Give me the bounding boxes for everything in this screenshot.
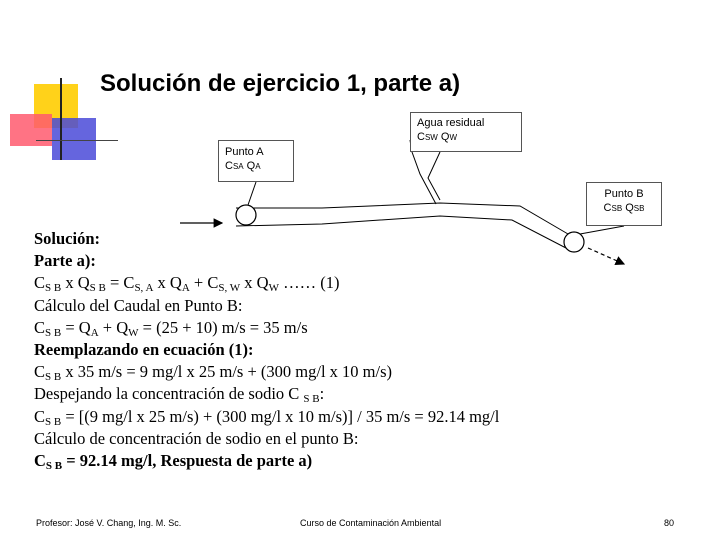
point-a-label: Punto A — [225, 146, 264, 158]
footer-professor: Profesor: José V. Chang, Ing. M. Sc. — [36, 518, 182, 528]
point-a-marker — [236, 205, 256, 225]
isolation-equation: $C_{S B} = [(9$ mg/l x 25 m/s) + (300 mg/l x 10 m/s)] / 35 m/s = 92.14 mg/l — [34, 406, 500, 428]
flow-calc-heading: Cálculo del Caudal en Punto B: — [34, 295, 243, 315]
footer-course: Curso de Contaminación Ambiental — [300, 518, 442, 528]
outflow-arrow — [588, 248, 624, 264]
point-b-connector — [580, 226, 624, 234]
substitution-equation: $C_{S B}$ x 35 m/s = 9 mg/l x 25 m/s + (300 mg/l x 10 m/s) — [34, 362, 392, 384]
concentration-heading: Cálculo de concentración de sodio en el punto B: — [34, 428, 359, 448]
footer-page-number: 80 — [664, 518, 675, 528]
wastewater-symbols: CSW QW — [417, 131, 458, 143]
solution-heading: Solución: — [34, 229, 101, 248]
point-b-label-box — [586, 182, 662, 226]
isolation-heading: Despejando la concentración de sodio C $_{S B}$: — [34, 384, 325, 406]
substitution-heading: Reemplazando en ecuación (1): — [34, 340, 254, 360]
flow-calc-equation: $C_{S B} = Q_A + Q_W = (25 + 10) m/s = 35$ m/s — [34, 317, 308, 339]
mass-balance-equation: $C_{S B}$ x $Q_{S B} = C_{S, A}$ x $Q_A + C_{S, W}$ x $Q_W$ …… (1) — [34, 273, 340, 295]
point-a-symbols: CSA QA — [225, 160, 261, 172]
wastewater-label: Agua residual — [417, 117, 485, 129]
point-b-label: Punto B — [604, 188, 644, 200]
point-b-symbols: CSB QSB — [603, 202, 645, 214]
point-a-label-box — [218, 140, 294, 182]
slide-title: Solución de ejercicio 1, parte a) — [100, 70, 461, 97]
point-b-marker — [564, 232, 584, 252]
wastewater-label-box — [410, 112, 522, 152]
point-a-connector — [248, 182, 256, 205]
part-a-heading: Parte a): — [34, 251, 96, 271]
solution-body — [34, 228, 499, 472]
final-answer: $C_{S B} = 92.14$ mg/l, Respuesta de parte a) — [34, 451, 313, 473]
